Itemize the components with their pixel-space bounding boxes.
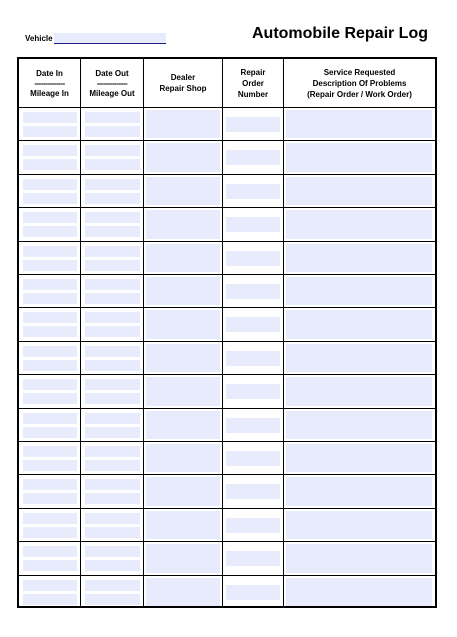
- table-row: [19, 575, 435, 608]
- field-repair-order-number[interactable]: [226, 484, 280, 499]
- cell-date-in-mileage-in: [19, 442, 81, 474]
- header-mileage-out-label: Mileage Out: [89, 88, 135, 98]
- cell-dealer-repair-shop: [144, 375, 223, 407]
- table-row: [19, 374, 435, 407]
- field-date-in-mileage-in-bottom[interactable]: [23, 159, 77, 170]
- field-date-out-mileage-out-top[interactable]: [85, 145, 140, 156]
- cell-date-in-mileage-in: [19, 141, 81, 173]
- field-service-requested[interactable]: [286, 477, 432, 505]
- cell-date-out-mileage-out: [81, 108, 144, 140]
- field-date-in-mileage-in-bottom[interactable]: [23, 226, 77, 237]
- field-date-in-mileage-in-bottom[interactable]: [23, 193, 77, 204]
- field-date-out-mileage-out-top[interactable]: [85, 446, 140, 457]
- cell-service-requested: [284, 409, 435, 441]
- header-repair-label: Repair: [240, 67, 266, 77]
- header-date-out-label: Date Out: [95, 68, 129, 78]
- header-order-type-label: (Repair Order / Work Order): [307, 89, 412, 99]
- cell-service-requested: [284, 308, 435, 340]
- cell-date-in-mileage-in: [19, 542, 81, 574]
- field-service-requested[interactable]: [286, 244, 432, 272]
- field-repair-order-number[interactable]: [226, 384, 280, 399]
- field-dealer-repair-shop[interactable]: [146, 511, 220, 539]
- cell-dealer-repair-shop: [144, 475, 223, 507]
- field-date-out-mileage-out-top[interactable]: [85, 413, 140, 424]
- field-date-in-mileage-in-top[interactable]: [23, 379, 77, 390]
- table-row: [19, 207, 435, 240]
- header-date-out-mileage-out: [81, 59, 144, 107]
- field-repair-order-number[interactable]: [226, 451, 280, 466]
- field-date-in-mileage-in-bottom[interactable]: [23, 126, 77, 137]
- field-date-in-mileage-in-bottom[interactable]: [23, 493, 77, 504]
- field-repair-order-number[interactable]: [226, 150, 280, 165]
- cell-date-in-mileage-in: [19, 409, 81, 441]
- field-dealer-repair-shop[interactable]: [146, 177, 220, 205]
- field-repair-order-number[interactable]: [226, 217, 280, 232]
- field-date-out-mileage-out-bottom[interactable]: [85, 260, 140, 271]
- cell-service-requested: [284, 242, 435, 274]
- cell-date-out-mileage-out: [81, 475, 144, 507]
- cell-repair-order-number: [223, 108, 284, 140]
- cell-dealer-repair-shop: [144, 542, 223, 574]
- field-dealer-repair-shop[interactable]: [146, 310, 220, 338]
- cell-date-out-mileage-out: [81, 308, 144, 340]
- cell-service-requested: [284, 509, 435, 541]
- cell-service-requested: [284, 475, 435, 507]
- table-row: [19, 140, 435, 173]
- field-dealer-repair-shop[interactable]: [146, 544, 220, 572]
- header-date-in-label: Date In: [36, 68, 63, 78]
- cell-repair-order-number: [223, 141, 284, 173]
- field-date-out-mileage-out-bottom[interactable]: [85, 226, 140, 237]
- cell-repair-order-number: [223, 342, 284, 374]
- field-repair-order-number[interactable]: [226, 117, 280, 132]
- cell-service-requested: [284, 342, 435, 374]
- header-dealer-label: Dealer: [170, 73, 196, 82]
- field-service-requested[interactable]: [286, 511, 432, 539]
- cell-service-requested: [284, 576, 435, 608]
- field-date-out-mileage-out-top[interactable]: [85, 312, 140, 323]
- field-service-requested[interactable]: [286, 578, 432, 606]
- header-repair-shop-label: Repair Shop: [159, 84, 207, 93]
- vehicle-input[interactable]: [54, 33, 166, 44]
- field-service-requested[interactable]: [286, 544, 432, 572]
- field-date-in-mileage-in-bottom[interactable]: [23, 326, 77, 337]
- cell-date-in-mileage-in: [19, 242, 81, 274]
- cell-dealer-repair-shop: [144, 409, 223, 441]
- field-service-requested[interactable]: [286, 277, 432, 305]
- cell-date-out-mileage-out: [81, 175, 144, 207]
- field-date-in-mileage-in-bottom[interactable]: [23, 527, 77, 538]
- field-dealer-repair-shop[interactable]: [146, 377, 220, 405]
- field-date-in-mileage-in-top[interactable]: [23, 346, 77, 357]
- field-date-in-mileage-in-top[interactable]: [23, 246, 77, 257]
- cell-dealer-repair-shop: [144, 242, 223, 274]
- cell-repair-order-number: [223, 175, 284, 207]
- field-date-out-mileage-out-bottom[interactable]: [85, 326, 140, 337]
- field-date-out-mileage-out-bottom[interactable]: [85, 594, 140, 605]
- field-date-in-mileage-in-bottom[interactable]: [23, 460, 77, 471]
- cell-service-requested: [284, 442, 435, 474]
- field-date-out-mileage-out-bottom[interactable]: [85, 393, 140, 404]
- field-date-out-mileage-out-top[interactable]: [85, 246, 140, 257]
- cell-repair-order-number: [223, 509, 284, 541]
- field-date-out-mileage-out-bottom[interactable]: [85, 193, 140, 204]
- field-date-in-mileage-in-bottom[interactable]: [23, 260, 77, 271]
- field-service-requested[interactable]: [286, 143, 432, 171]
- field-date-out-mileage-out-top[interactable]: [85, 546, 140, 557]
- field-dealer-repair-shop[interactable]: [146, 578, 220, 606]
- cell-date-out-mileage-out: [81, 576, 144, 608]
- cell-date-out-mileage-out: [81, 242, 144, 274]
- table-row: [19, 241, 435, 274]
- cell-date-in-mileage-in: [19, 375, 81, 407]
- field-date-in-mileage-in-top[interactable]: [23, 212, 77, 223]
- cell-dealer-repair-shop: [144, 208, 223, 240]
- cell-repair-order-number: [223, 308, 284, 340]
- field-date-in-mileage-in-top[interactable]: [23, 546, 77, 557]
- cell-dealer-repair-shop: [144, 175, 223, 207]
- cell-date-in-mileage-in: [19, 108, 81, 140]
- field-date-out-mileage-out-bottom[interactable]: [85, 159, 140, 170]
- cell-date-in-mileage-in: [19, 509, 81, 541]
- table-row: [19, 508, 435, 541]
- header-date-in-mileage-in: [19, 59, 81, 107]
- cell-date-out-mileage-out: [81, 409, 144, 441]
- cell-dealer-repair-shop: [144, 308, 223, 340]
- field-date-in-mileage-in-top[interactable]: [23, 312, 77, 323]
- header-description-label: Description Of Problems: [312, 78, 407, 88]
- field-date-out-mileage-out-top[interactable]: [85, 346, 140, 357]
- field-dealer-repair-shop[interactable]: [146, 143, 220, 171]
- cell-date-out-mileage-out: [81, 141, 144, 173]
- field-date-out-mileage-out-bottom[interactable]: [85, 126, 140, 137]
- field-dealer-repair-shop[interactable]: [146, 277, 220, 305]
- cell-date-in-mileage-in: [19, 308, 81, 340]
- field-date-in-mileage-in-bottom[interactable]: [23, 393, 77, 404]
- repair-log-table: [17, 57, 437, 608]
- header-order-label: Order: [242, 78, 264, 88]
- field-date-in-mileage-in-bottom[interactable]: [23, 293, 77, 304]
- cell-dealer-repair-shop: [144, 342, 223, 374]
- field-repair-order-number[interactable]: [226, 251, 280, 266]
- field-date-in-mileage-in-bottom[interactable]: [23, 560, 77, 571]
- cell-service-requested: [284, 141, 435, 173]
- page-title: Automobile Repair Log: [252, 25, 428, 42]
- field-date-in-mileage-in-bottom[interactable]: [23, 427, 77, 438]
- cell-repair-order-number: [223, 475, 284, 507]
- field-date-out-mileage-out-top[interactable]: [85, 379, 140, 390]
- field-date-in-mileage-in-top[interactable]: [23, 513, 77, 524]
- cell-date-in-mileage-in: [19, 576, 81, 608]
- cell-service-requested: [284, 108, 435, 140]
- table-row: [19, 408, 435, 441]
- cell-date-in-mileage-in: [19, 175, 81, 207]
- field-date-in-mileage-in-top[interactable]: [23, 145, 77, 156]
- field-date-out-mileage-out-top[interactable]: [85, 179, 140, 190]
- table-row: [19, 274, 435, 307]
- field-repair-order-number[interactable]: [226, 418, 280, 433]
- field-repair-order-number[interactable]: [226, 284, 280, 299]
- header-separator: --------------: [96, 78, 128, 88]
- vehicle-row: [25, 30, 166, 44]
- cell-date-out-mileage-out: [81, 542, 144, 574]
- cell-service-requested: [284, 208, 435, 240]
- cell-service-requested: [284, 375, 435, 407]
- field-service-requested[interactable]: [286, 444, 432, 472]
- field-repair-order-number[interactable]: [226, 585, 280, 600]
- header-repair-order-number: [223, 59, 284, 107]
- field-repair-order-number[interactable]: [226, 551, 280, 566]
- cell-repair-order-number: [223, 275, 284, 307]
- cell-repair-order-number: [223, 375, 284, 407]
- field-date-out-mileage-out-top[interactable]: [85, 279, 140, 290]
- cell-date-in-mileage-in: [19, 275, 81, 307]
- field-date-out-mileage-out-top[interactable]: [85, 212, 140, 223]
- table-row: [19, 541, 435, 574]
- field-date-out-mileage-out-bottom[interactable]: [85, 460, 140, 471]
- field-date-out-mileage-out-bottom[interactable]: [85, 360, 140, 371]
- cell-date-out-mileage-out: [81, 342, 144, 374]
- table-row: [19, 441, 435, 474]
- field-service-requested[interactable]: [286, 110, 432, 138]
- header-number-label: Number: [237, 89, 269, 99]
- cell-date-out-mileage-out: [81, 275, 144, 307]
- cell-dealer-repair-shop: [144, 108, 223, 140]
- field-dealer-repair-shop[interactable]: [146, 411, 220, 439]
- cell-repair-order-number: [223, 242, 284, 274]
- cell-date-out-mileage-out: [81, 375, 144, 407]
- field-date-out-mileage-out-top[interactable]: [85, 580, 140, 591]
- field-repair-order-number[interactable]: [226, 518, 280, 533]
- table-row: [19, 107, 435, 140]
- field-date-in-mileage-in-bottom[interactable]: [23, 360, 77, 371]
- field-repair-order-number[interactable]: [226, 351, 280, 366]
- field-date-in-mileage-in-top[interactable]: [23, 179, 77, 190]
- field-service-requested[interactable]: [286, 310, 432, 338]
- header-separator: --------------: [34, 78, 65, 88]
- table-row: [19, 174, 435, 207]
- field-date-out-mileage-out-bottom[interactable]: [85, 493, 140, 504]
- cell-service-requested: [284, 542, 435, 574]
- cell-dealer-repair-shop: [144, 141, 223, 173]
- cell-date-in-mileage-in: [19, 475, 81, 507]
- cell-repair-order-number: [223, 442, 284, 474]
- field-service-requested[interactable]: [286, 177, 432, 205]
- field-date-out-mileage-out-bottom[interactable]: [85, 560, 140, 571]
- vehicle-label: Vehicle: [25, 34, 53, 43]
- field-date-in-mileage-in-top[interactable]: [23, 413, 77, 424]
- field-date-in-mileage-in-top[interactable]: [23, 446, 77, 457]
- cell-dealer-repair-shop: [144, 509, 223, 541]
- field-date-out-mileage-out-bottom[interactable]: [85, 527, 140, 538]
- field-dealer-repair-shop[interactable]: [146, 110, 220, 138]
- cell-date-out-mileage-out: [81, 208, 144, 240]
- cell-dealer-repair-shop: [144, 275, 223, 307]
- header-dealer-repair-shop: [144, 59, 223, 107]
- cell-date-in-mileage-in: [19, 208, 81, 240]
- field-repair-order-number[interactable]: [226, 317, 280, 332]
- field-dealer-repair-shop[interactable]: [146, 444, 220, 472]
- table-row: [19, 474, 435, 507]
- header-service-requested: [284, 59, 435, 107]
- cell-service-requested: [284, 175, 435, 207]
- header-service-requested-label: Service Requested: [323, 67, 396, 77]
- field-date-in-mileage-in-top[interactable]: [23, 580, 77, 591]
- field-date-out-mileage-out-top[interactable]: [85, 513, 140, 524]
- cell-repair-order-number: [223, 409, 284, 441]
- field-service-requested[interactable]: [286, 210, 432, 238]
- field-dealer-repair-shop[interactable]: [146, 344, 220, 372]
- field-date-out-mileage-out-bottom[interactable]: [85, 427, 140, 438]
- cell-dealer-repair-shop: [144, 576, 223, 608]
- field-service-requested[interactable]: [286, 411, 432, 439]
- field-dealer-repair-shop[interactable]: [146, 210, 220, 238]
- field-date-in-mileage-in-top[interactable]: [23, 279, 77, 290]
- cell-date-out-mileage-out: [81, 442, 144, 474]
- field-date-out-mileage-out-top[interactable]: [85, 112, 140, 123]
- field-service-requested[interactable]: [286, 377, 432, 405]
- table-row: [19, 341, 435, 374]
- table-row: [19, 307, 435, 340]
- cell-repair-order-number: [223, 208, 284, 240]
- field-dealer-repair-shop[interactable]: [146, 477, 220, 505]
- cell-repair-order-number: [223, 576, 284, 608]
- field-service-requested[interactable]: [286, 344, 432, 372]
- field-date-in-mileage-in-top[interactable]: [23, 479, 77, 490]
- field-date-out-mileage-out-bottom[interactable]: [85, 293, 140, 304]
- field-date-in-mileage-in-top[interactable]: [23, 112, 77, 123]
- header-mileage-in-label: Mileage In: [30, 88, 69, 98]
- field-repair-order-number[interactable]: [226, 184, 280, 199]
- cell-date-out-mileage-out: [81, 509, 144, 541]
- field-date-out-mileage-out-top[interactable]: [85, 479, 140, 490]
- cell-service-requested: [284, 275, 435, 307]
- cell-dealer-repair-shop: [144, 442, 223, 474]
- cell-repair-order-number: [223, 542, 284, 574]
- field-date-in-mileage-in-bottom[interactable]: [23, 594, 77, 605]
- cell-date-in-mileage-in: [19, 342, 81, 374]
- field-dealer-repair-shop[interactable]: [146, 244, 220, 272]
